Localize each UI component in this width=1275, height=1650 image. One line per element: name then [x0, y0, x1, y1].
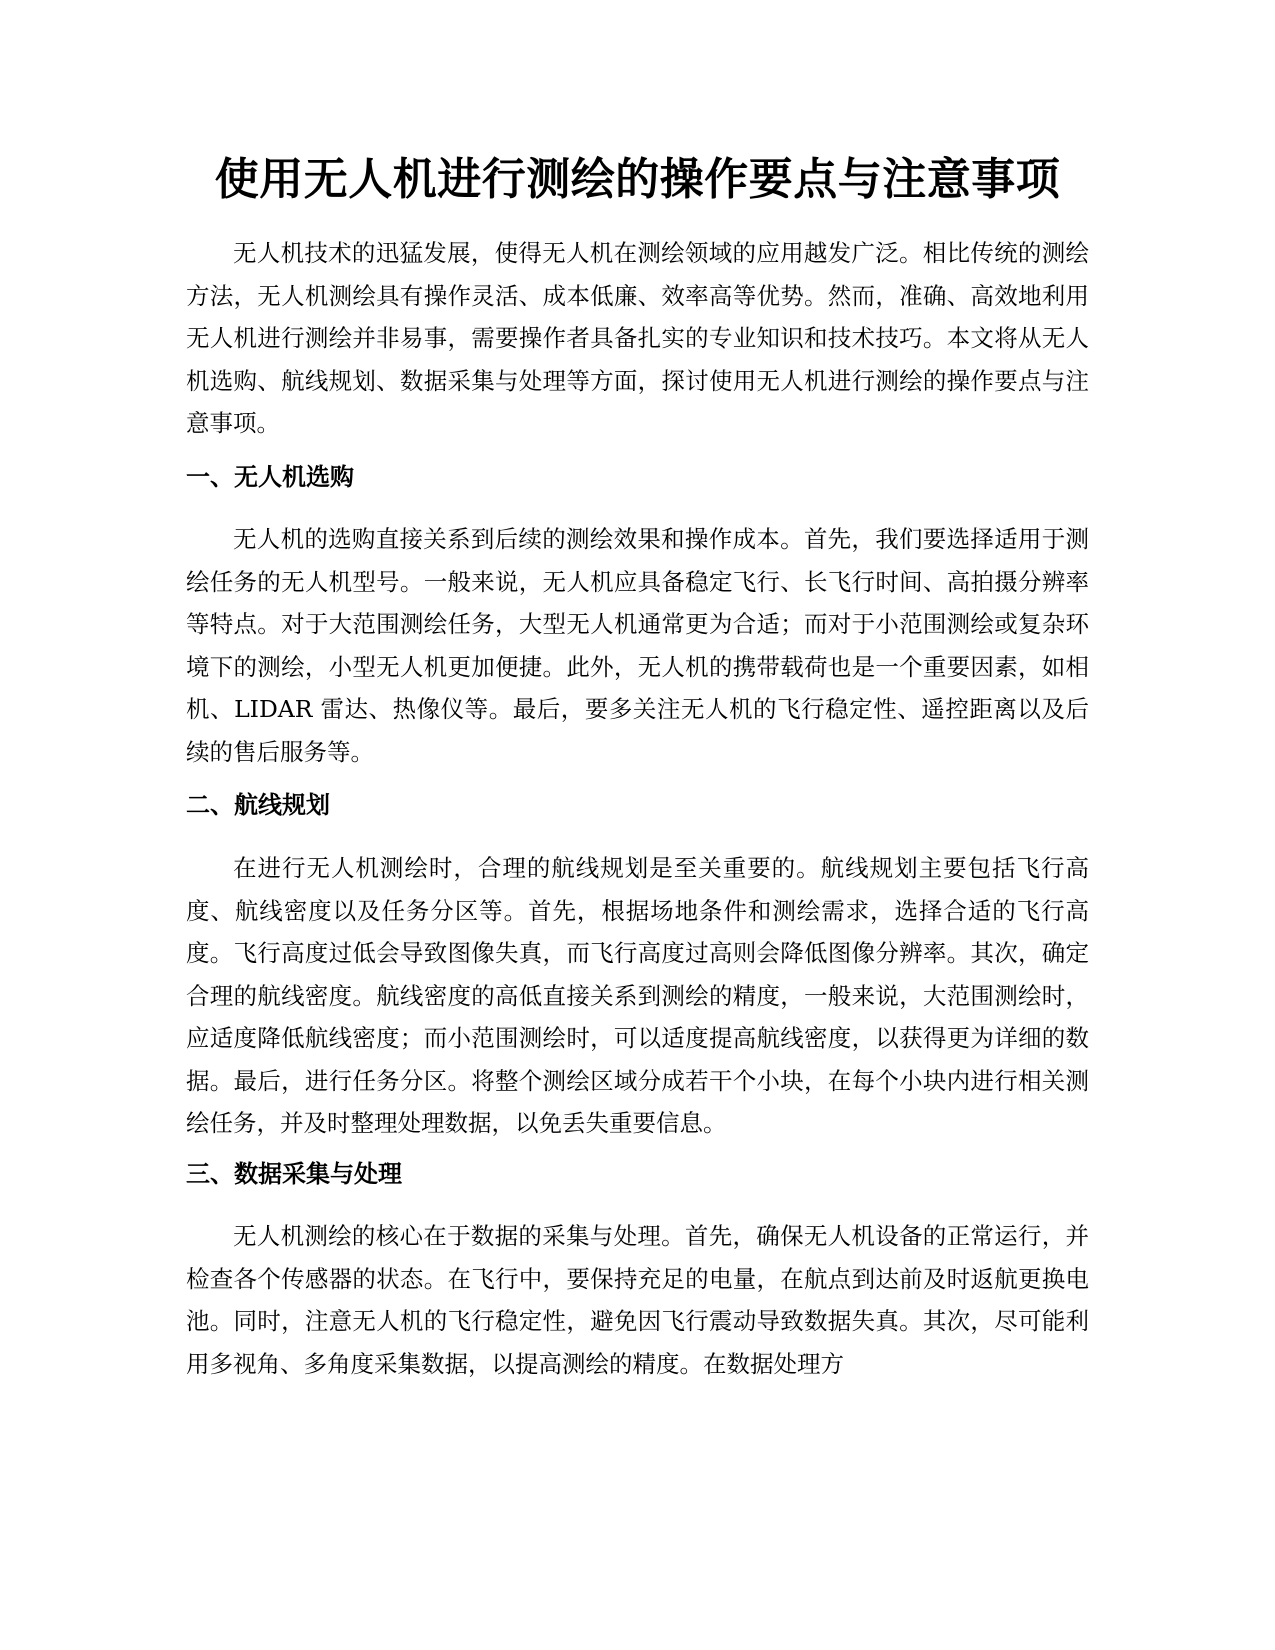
section-body-data-processing: 无人机测绘的核心在于数据的采集与处理。首先，确保无人机设备的正常运行，并检查各个传感器的状态。在飞行中，要保持充足的电量，在航点到达前及时返航更换电池。同时，注意无人机的飞行稳定性，避免因飞行震动导致数据失真。其次，尽可能利用多视角、多角度采集数据，以提高测绘的精度。在数据处理方: [186, 1222, 1089, 1378]
section-heading-drone-selection: 一、无人机选购: [186, 463, 354, 491]
section-heading-route-planning: 二、航线规划: [186, 791, 330, 819]
section-body-drone-selection: 无人机的选购直接关系到后续的测绘效果和操作成本。首先，我们要选择适用于测绘任务的无人机型号。一般来说，无人机应具备稳定飞行、长飞行时间、高拍摄分辨率等特点。对于大范围测绘任务，大型无人机通常更为合适；而对于小范围测绘或复杂环境下的测绘，小型无人机更加便捷。此外，无人机的携带载荷也是一个重要因素，如相机、LIDAR 雷达、热像仪等。最后，要多关注无人机的飞行稳定性、遥控距离以及后续的售后服务等。: [186, 525, 1089, 766]
page-title: 使用无人机进行测绘的操作要点与注意事项: [214, 154, 1061, 205]
section-body-route-planning: 在进行无人机测绘时，合理的航线规划是至关重要的。航线规划主要包括飞行高度、航线密度以及任务分区等。首先，根据场地条件和测绘需求，选择合适的飞行高度。飞行高度过低会导致图像失真，而飞行高度过高则会降低图像分辨率。其次，确定合理的航线密度。航线密度的高低直接关系到测绘的精度，一般来说，大范围测绘时，应适度降低航线密度；而小范围测绘时，可以适度提高航线密度，以获得更为详细的数据。最后，进行任务分区。将整个测绘区域分成若干个小块，在每个小块内进行相关测绘任务，并及时整理处理数据，以免丢失重要信息。: [186, 854, 1089, 1137]
section-heading-data-processing: 三、数据采集与处理: [186, 1160, 402, 1188]
intro-paragraph: 无人机技术的迅猛发展，使得无人机在测绘领域的应用越发广泛。相比传统的测绘方法，无人机测绘具有操作灵活、成本低廉、效率高等优势。然而，准确、高效地利用无人机进行测绘并非易事，需要操作者具备扎实的专业知识和技术技巧。本文将从无人机选购、航线规划、数据采集与处理等方面，探讨使用无人机进行测绘的操作要点与注意事项。: [186, 239, 1089, 437]
